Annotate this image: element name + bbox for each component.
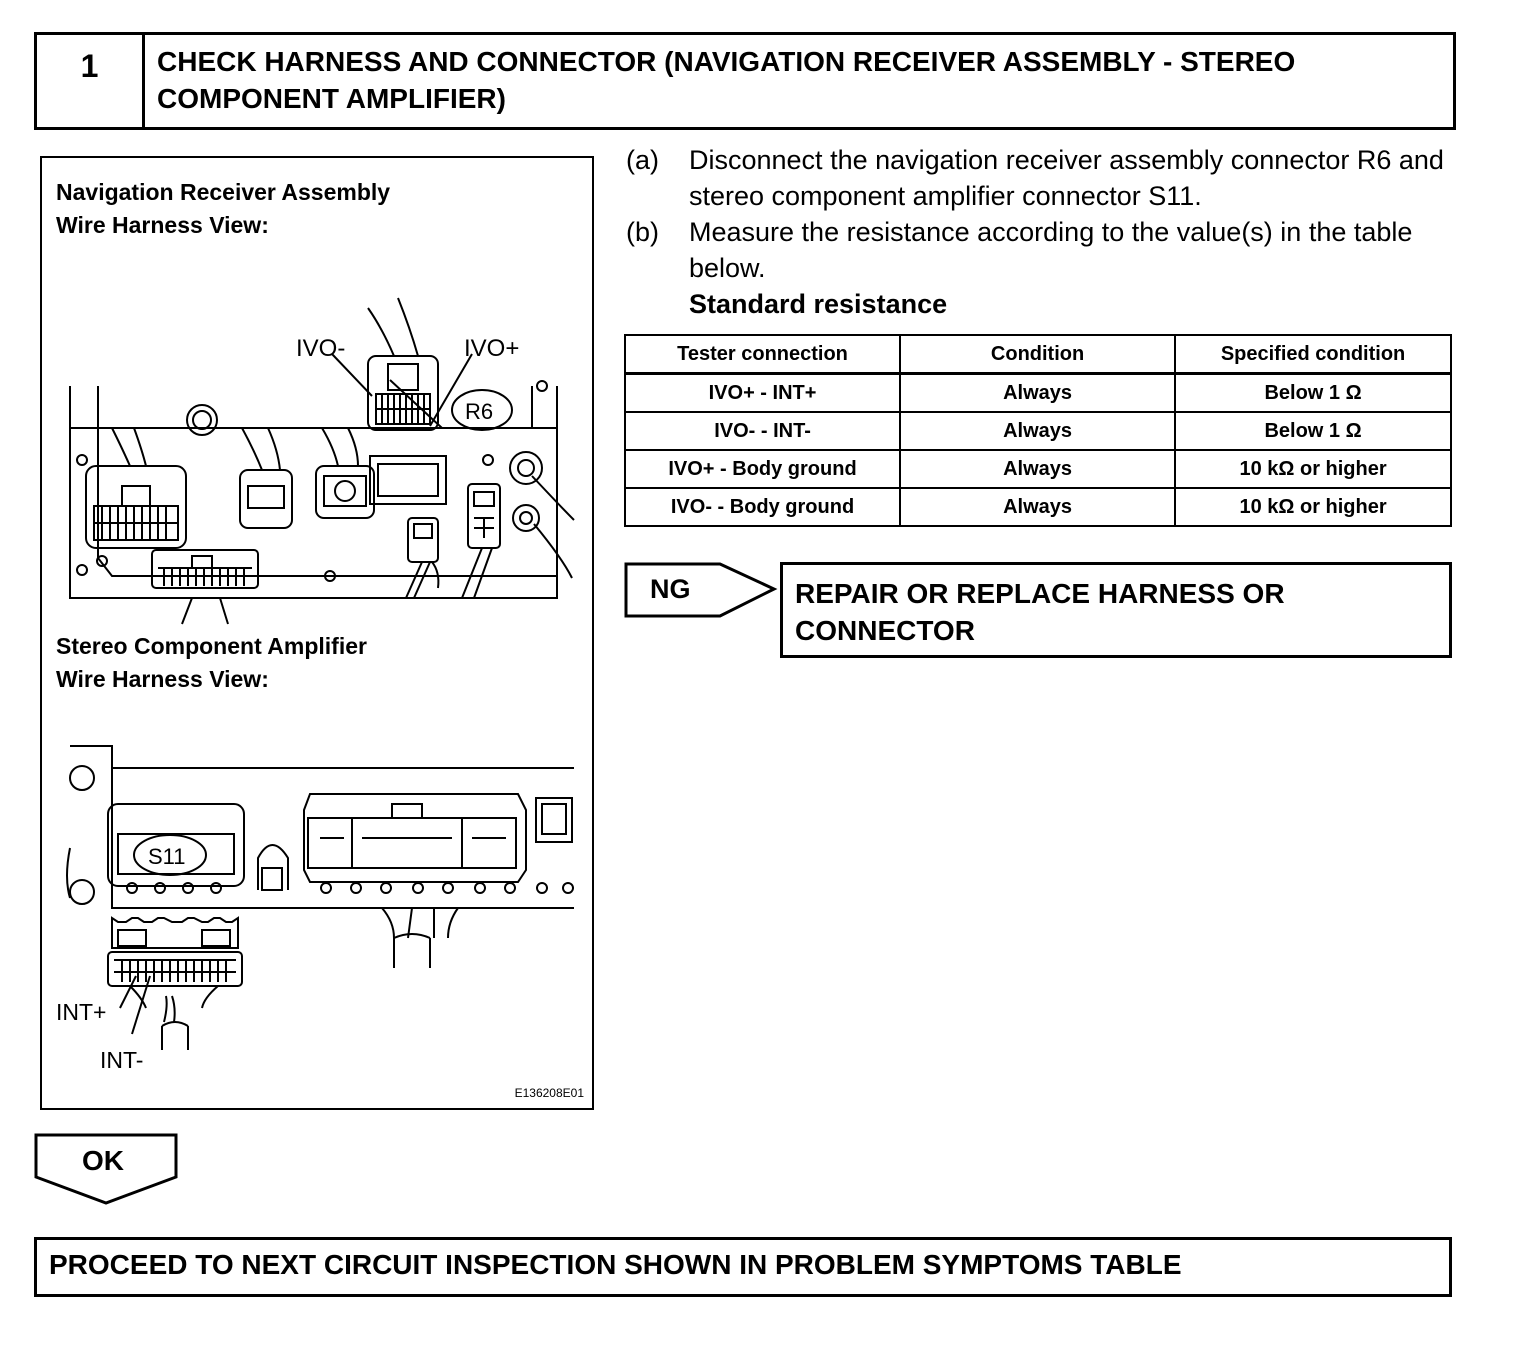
table-row xyxy=(625,488,1451,526)
navigation-receiver-drawing xyxy=(70,298,574,624)
header-tester-connection: Tester connection xyxy=(625,335,900,374)
standard-resistance-title: Standard resistance xyxy=(689,289,948,319)
instruction-text: Disconnect the navigation receiver assembly connector R6 and stereo component amplifier connector S11. xyxy=(689,145,1444,211)
cell-specified-condition: 10 kΩ or higher xyxy=(1175,488,1451,526)
step-header xyxy=(34,32,1456,130)
callout-int-plus: INT+ xyxy=(56,999,107,1025)
ng-action-box: REPAIR OR REPLACE HARNESS OR CONNECTOR xyxy=(780,562,1452,658)
figure-code: E136208E01 xyxy=(514,1086,584,1100)
header-condition: Condition xyxy=(900,335,1175,374)
amplifier-label-line2: Wire Harness View: xyxy=(56,666,269,692)
cell-tester-connection: IVO+ - Body ground xyxy=(625,450,900,488)
amplifier-label-line1: Stereo Component Amplifier xyxy=(56,633,367,659)
step-title: CHECK HARNESS AND CONNECTOR (NAVIGATION RECEIVER ASSEMBLY - STEREO COMPONENT AMPLIFIER) xyxy=(157,46,1296,114)
step-number: 1 xyxy=(37,35,145,127)
cell-condition: Always xyxy=(900,450,1175,488)
cell-specified-condition: Below 1 Ω xyxy=(1175,412,1451,450)
instructions xyxy=(626,142,1446,322)
table-row xyxy=(625,450,1451,488)
stereo-amplifier-drawing xyxy=(56,746,574,1073)
ok-arrow xyxy=(34,1133,180,1205)
table-header-row xyxy=(625,335,1451,374)
cell-specified-condition: 10 kΩ or higher xyxy=(1175,450,1451,488)
table-row xyxy=(625,374,1451,413)
wiring-illustration xyxy=(40,156,594,1110)
nav-receiver-label-line1: Navigation Receiver Assembly xyxy=(56,179,391,205)
callout-ivo-minus: IVO- xyxy=(296,335,346,362)
instruction-mark: (b) xyxy=(626,217,659,247)
resistance-table xyxy=(624,334,1452,527)
cell-tester-connection: IVO+ - INT+ xyxy=(625,374,900,413)
table-row xyxy=(625,412,1451,450)
callout-ivo-plus: IVO+ xyxy=(464,335,520,362)
cell-tester-connection: IVO- - Body ground xyxy=(625,488,900,526)
callout-r6: R6 xyxy=(465,399,494,424)
cell-condition: Always xyxy=(900,488,1175,526)
cell-condition: Always xyxy=(900,412,1175,450)
cell-tester-connection: IVO- - INT- xyxy=(625,412,900,450)
ng-label: NG xyxy=(650,574,691,604)
header-specified-condition: Specified condition xyxy=(1175,335,1451,374)
instruction-text: Measure the resistance according to the value(s) in the table below. xyxy=(689,217,1413,283)
instruction-mark: (a) xyxy=(626,145,659,175)
ng-arrow xyxy=(624,562,780,618)
instruction-a xyxy=(626,142,1446,214)
callout-s11: S11 xyxy=(148,844,186,869)
callout-int-minus: INT- xyxy=(100,1047,144,1073)
nav-receiver-label xyxy=(56,176,390,242)
cell-specified-condition: Below 1 Ω xyxy=(1175,374,1451,413)
nav-receiver-label-line2: Wire Harness View: xyxy=(56,212,269,238)
ok-label: OK xyxy=(82,1145,124,1176)
instruction-b xyxy=(626,214,1446,286)
ng-arrow-shape xyxy=(624,562,780,618)
cell-condition: Always xyxy=(900,374,1175,413)
next-step-box: PROCEED TO NEXT CIRCUIT INSPECTION SHOWN IN PROBLEM SYMPTOMS TABLE xyxy=(34,1237,1452,1297)
amplifier-label xyxy=(56,630,367,696)
